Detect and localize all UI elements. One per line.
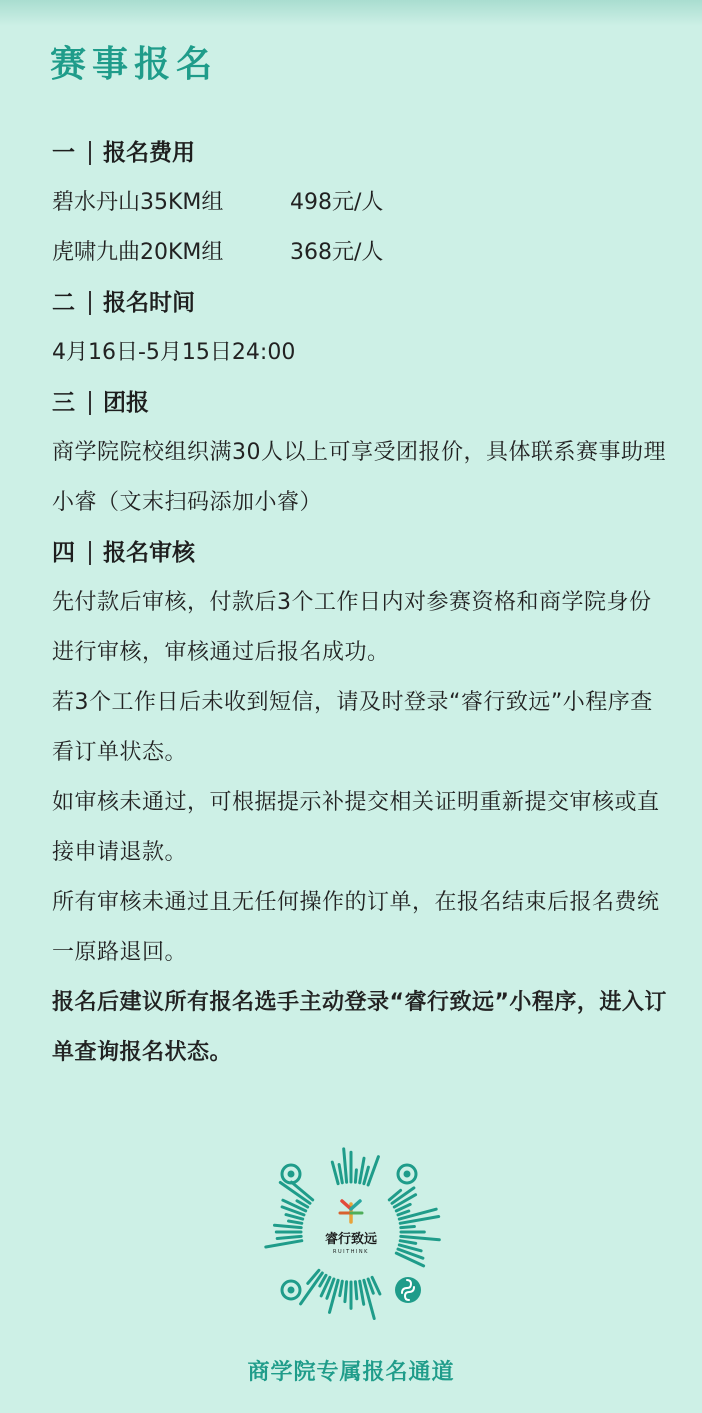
code-ray: [340, 1281, 343, 1295]
section-divider: [89, 541, 91, 565]
code-ray: [368, 1157, 378, 1185]
review-paragraph: 若3个工作日后未收到短信，请及时登录“睿行致远”小程序查看订单状态。: [52, 690, 653, 765]
content: [52, 128, 672, 1078]
section-heading-fee: [52, 128, 672, 178]
fee-group-name: 碧水丹山35KM组: [52, 190, 224, 215]
section-heading-review: [52, 528, 672, 578]
section-title: 报名时间: [103, 290, 195, 316]
section-number: 三: [52, 390, 75, 416]
section-divider: [89, 391, 91, 415]
code-ray: [286, 1215, 303, 1220]
section-heading-time: [52, 278, 672, 328]
mini-program-code-graphic: [256, 1137, 446, 1327]
code-ray: [400, 1241, 416, 1244]
top-shade: [0, 0, 702, 26]
fee-row: [52, 178, 672, 228]
code-ray: [345, 1282, 347, 1302]
section-heading-group: [52, 378, 672, 428]
finder-top-left: [282, 1165, 300, 1183]
review-paragraph: 如审核未通过，可根据提示补提交相关证明重新提交审核或直接申请退款。: [52, 790, 660, 865]
section-title: 团报: [103, 390, 149, 416]
fee-row: [52, 228, 672, 278]
code-ray: [364, 1280, 374, 1318]
section-number: 一: [52, 140, 75, 166]
code-ray: [277, 1236, 301, 1238]
code-ray: [360, 1158, 364, 1183]
code-ray: [332, 1162, 338, 1184]
code-ray: [401, 1236, 440, 1239]
code-ray: [344, 1149, 347, 1182]
section-number: 四: [52, 540, 75, 566]
mini-program-code[interactable]: [256, 1137, 446, 1327]
code-ray: [355, 1170, 356, 1182]
finder-top-right: [398, 1165, 416, 1183]
mini-program-badge-icon: [395, 1277, 421, 1303]
code-ray: [360, 1281, 364, 1304]
code-ray: [339, 1165, 342, 1183]
page-title: 赛事报名: [50, 43, 219, 85]
review-note-bold: 报名后建议所有报名选手主动登录“睿行致远”小程序，进入订单查询报名状态。: [52, 990, 667, 1065]
fee-group-name: 虎啸九曲20KM组: [52, 240, 224, 265]
registration-period: 4月16日-5月15日24:00: [52, 340, 296, 365]
code-ray: [355, 1282, 356, 1299]
logo-subtext: RUITHINK: [333, 1249, 369, 1255]
finder-bottom-left: [282, 1281, 300, 1299]
review-paragraph: 先付款后审核，付款后3个工作日内对参赛资格和商学院身份进行审核，审核通过后报名成功。: [52, 590, 652, 665]
section-divider: [89, 141, 91, 165]
fee-price: 368元/人: [290, 240, 384, 265]
section-title: 报名审核: [103, 540, 195, 566]
code-ray: [398, 1211, 409, 1215]
qr-caption: 商学院专属报名通道: [247, 1360, 455, 1385]
code-ray: [401, 1227, 415, 1228]
code-ray: [275, 1225, 302, 1227]
section-title: 报名费用: [103, 140, 195, 166]
section-number: 二: [52, 290, 75, 316]
review-paragraph: 所有审核未通过且无任何操作的订单，在报名结束后报名费统一原路退回。: [52, 890, 660, 965]
group-info-text: 商学院院校组织满30人以上可享受团报价，具体联系赛事助理小睿（文末扫码添加小睿）: [52, 440, 666, 515]
logo-text: 睿行致远: [324, 1232, 378, 1247]
section-divider: [89, 291, 91, 315]
code-ray: [266, 1241, 302, 1247]
code-ray: [289, 1221, 302, 1223]
fee-price: 498元/人: [290, 190, 384, 215]
code-ray: [364, 1167, 369, 1184]
